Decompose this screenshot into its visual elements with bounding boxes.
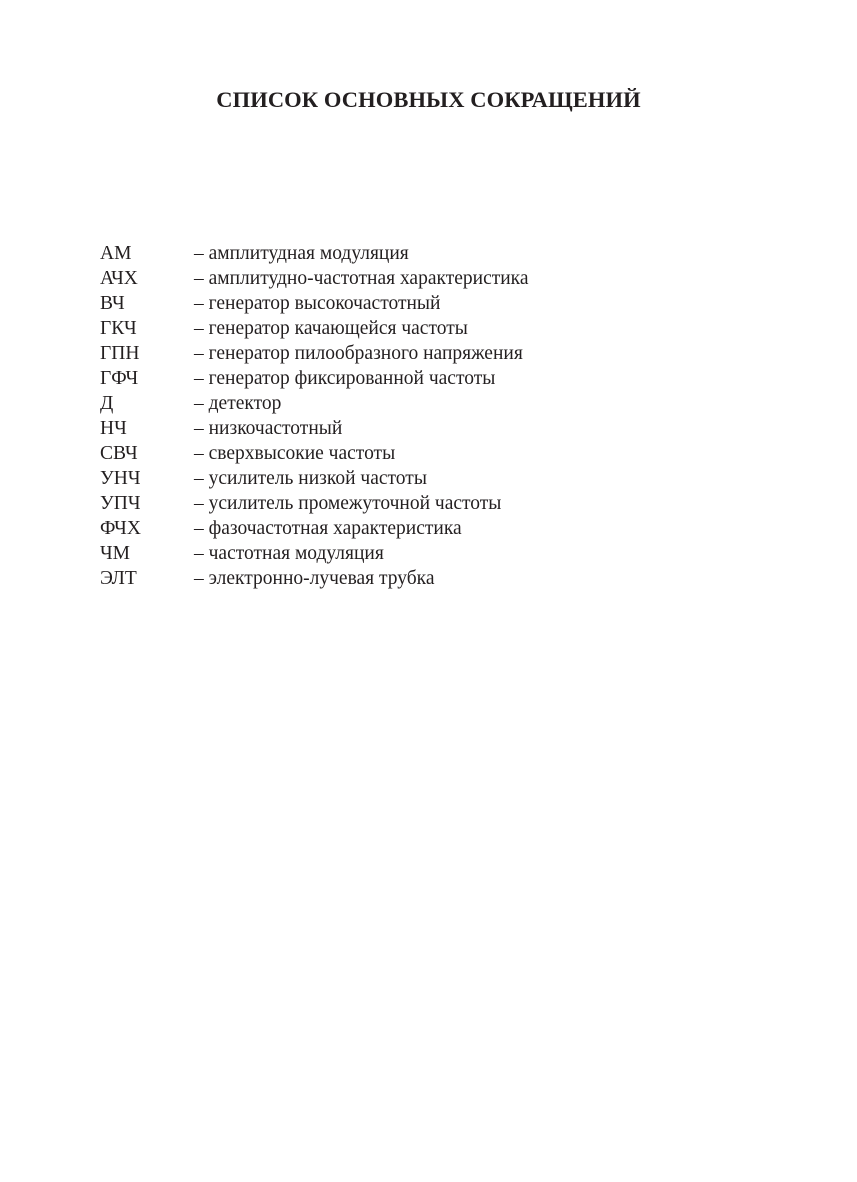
abbreviation-definition: – детектор bbox=[194, 393, 282, 414]
abbreviation-term: АЧХ bbox=[100, 268, 138, 289]
abbreviation-definition: – электронно-лучевая трубка bbox=[194, 568, 435, 589]
abbreviation-definition: – сверхвысокие частоты bbox=[194, 443, 396, 464]
abbreviation-definition: – частотная модуляция bbox=[194, 543, 384, 564]
abbreviation-term: СВЧ bbox=[100, 443, 138, 464]
abbreviation-definition: – амплитудная модуляция bbox=[194, 243, 409, 264]
page-title: СПИСОК ОСНОВНЫХ СОКРАЩЕНИЙ bbox=[216, 87, 641, 112]
abbreviation-definition: – генератор пилообразного напряжения bbox=[194, 343, 523, 364]
abbreviation-term: ФЧХ bbox=[100, 518, 141, 539]
abbreviation-definition: – низкочастотный bbox=[194, 418, 343, 439]
abbreviation-definition: – генератор высокочастотный bbox=[194, 293, 441, 314]
abbreviation-term: АМ bbox=[100, 243, 132, 264]
abbreviation-term: ГПН bbox=[100, 343, 140, 364]
abbreviation-term: ГФЧ bbox=[100, 368, 139, 389]
abbreviation-definition: – генератор качающейся частоты bbox=[194, 318, 468, 339]
abbreviation-definition: – амплитудно-частотная характеристика bbox=[194, 268, 529, 289]
abbreviation-term: НЧ bbox=[100, 418, 127, 439]
abbreviation-term: ГКЧ bbox=[100, 318, 137, 339]
abbreviation-definition: – фазочастотная характеристика bbox=[194, 518, 462, 539]
abbreviation-definition: – усилитель промежуточной частоты bbox=[194, 493, 502, 514]
abbreviation-definition: – генератор фиксированной частоты bbox=[194, 368, 496, 389]
abbreviation-term: Д bbox=[100, 393, 114, 414]
abbreviation-definition: – усилитель низкой частоты bbox=[194, 468, 427, 489]
abbreviation-term: УНЧ bbox=[100, 468, 141, 489]
abbreviation-term: ВЧ bbox=[100, 293, 125, 314]
abbreviation-term: УПЧ bbox=[100, 493, 141, 514]
abbreviation-term: ЧМ bbox=[100, 543, 131, 564]
abbreviation-term: ЭЛТ bbox=[100, 568, 137, 589]
